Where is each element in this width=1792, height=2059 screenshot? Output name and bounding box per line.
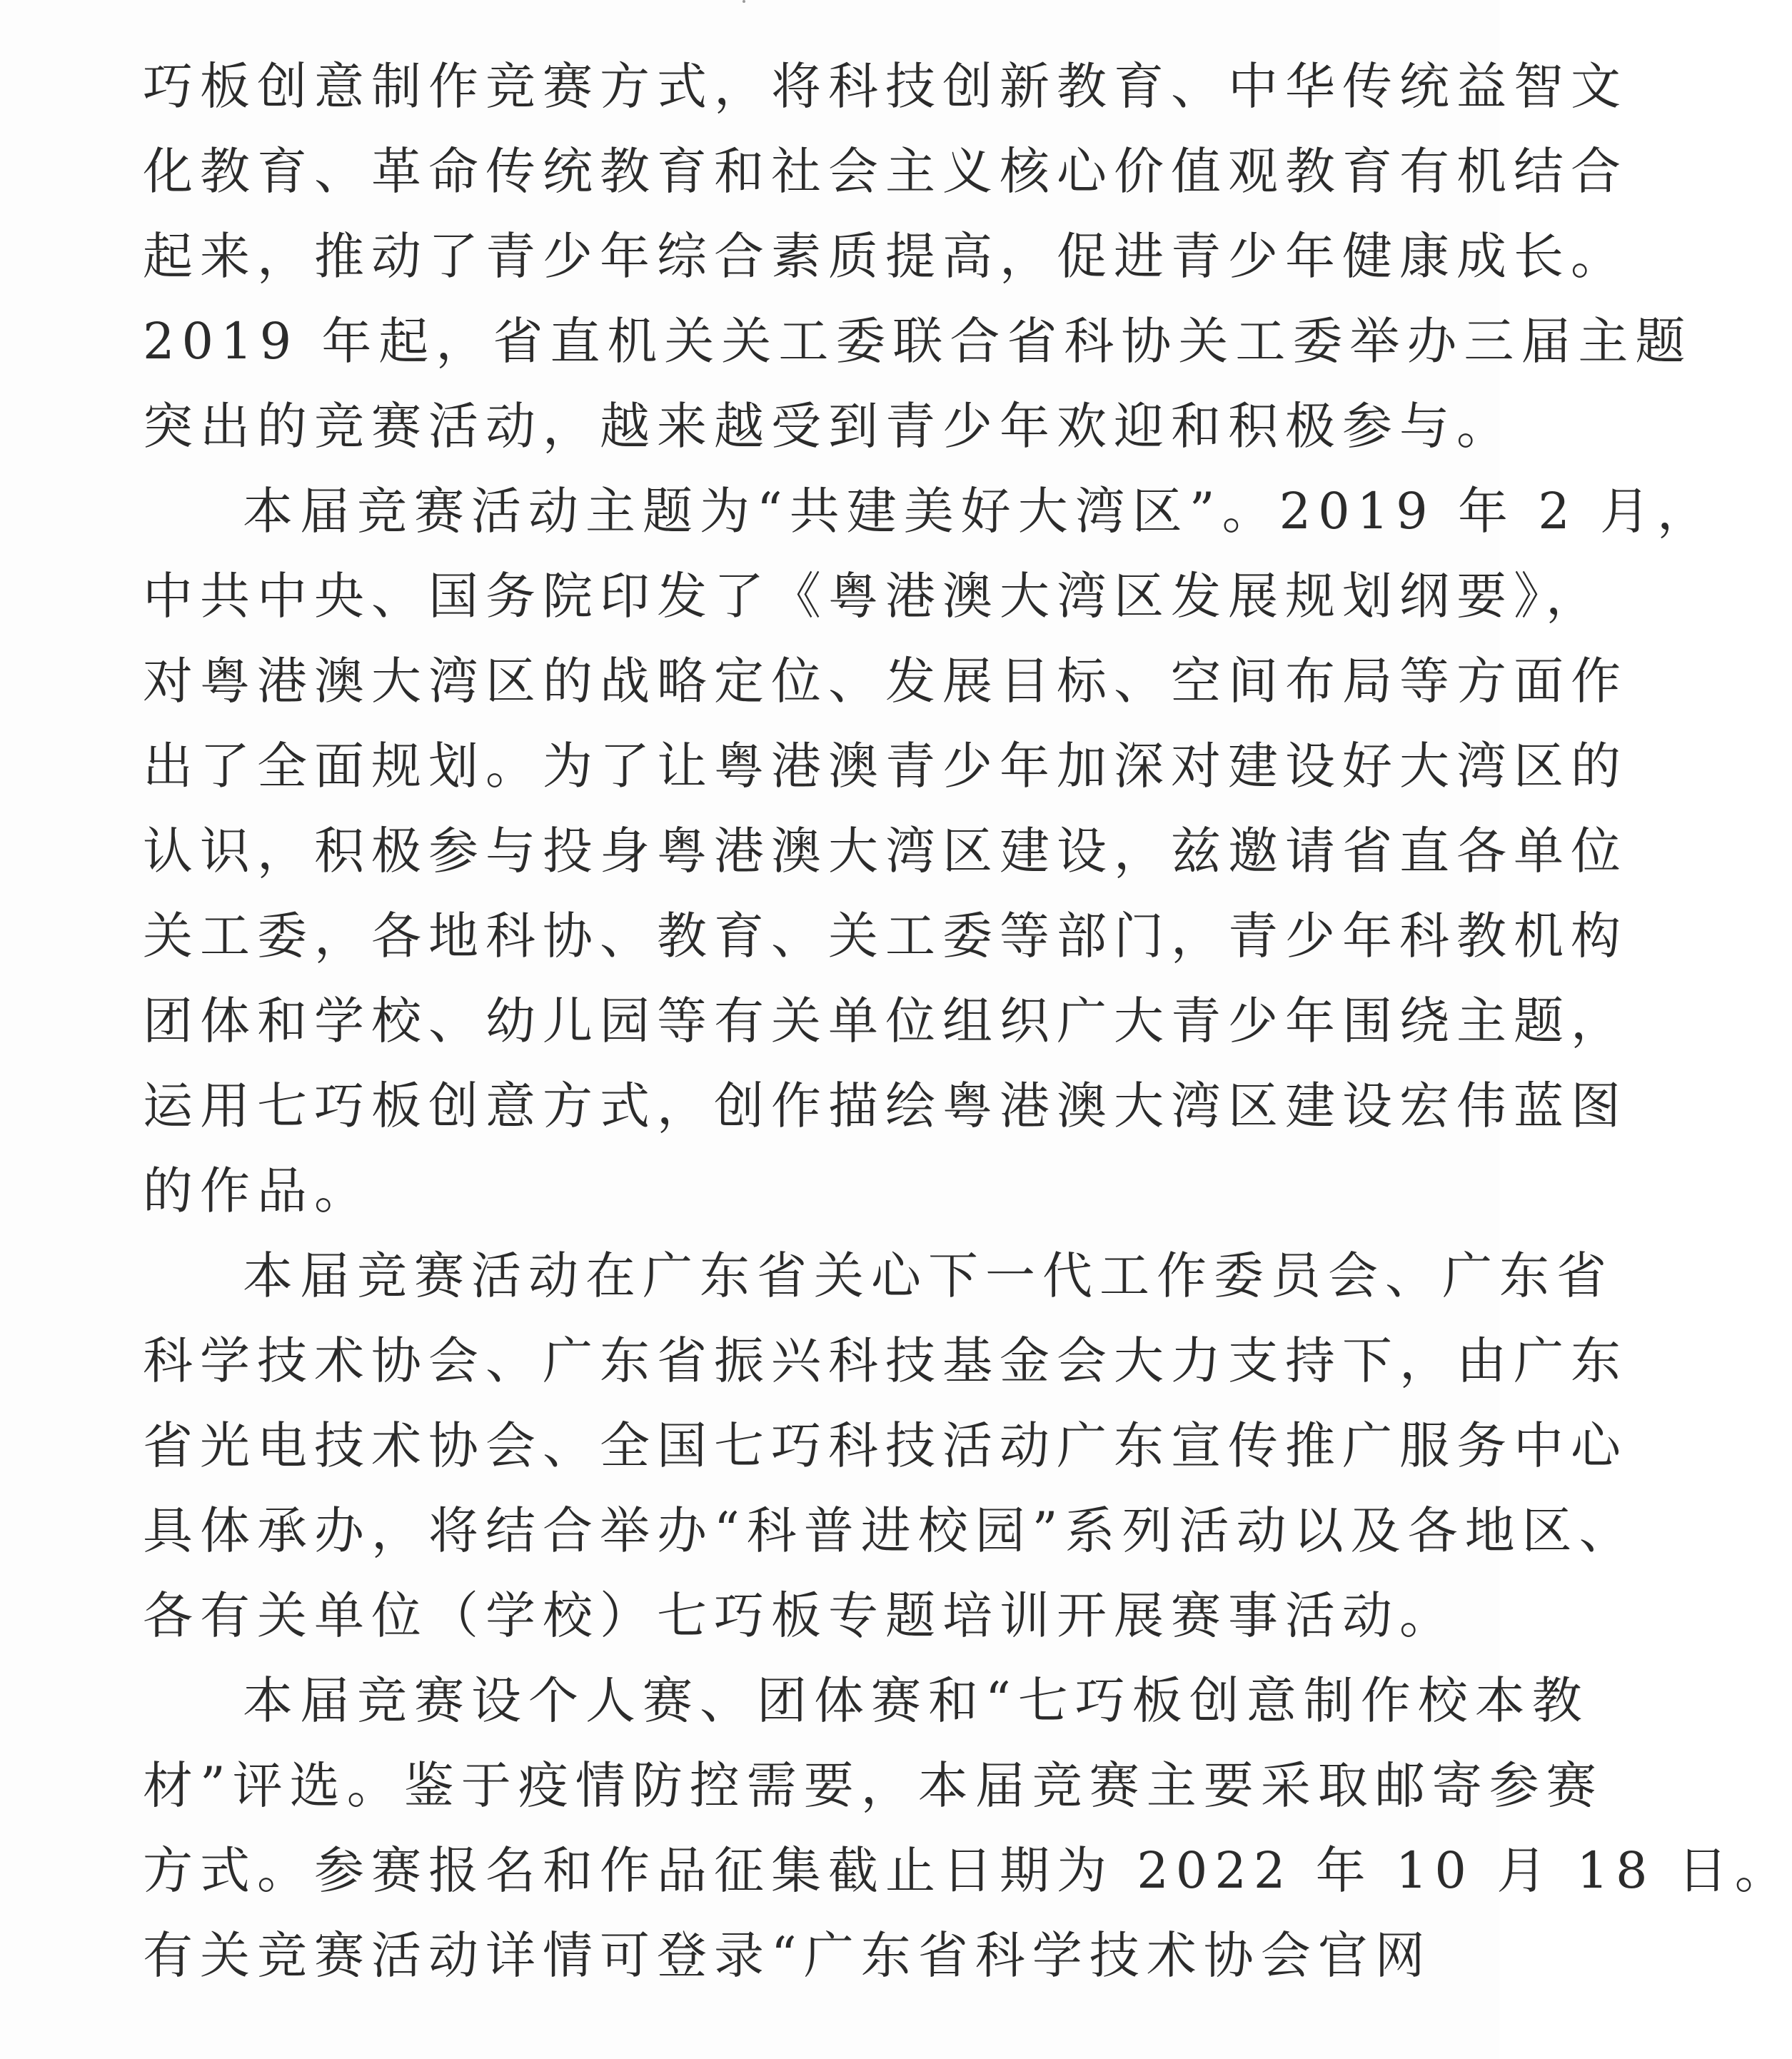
text-line: 对粤港澳大湾区的战略定位、发展目标、空间布局等方面作 [143, 652, 1628, 710]
text-line: 化教育、革命传统教育和社会主义核心价值观教育有机结合 [143, 142, 1628, 201]
text-line: 各有关单位（学校）七巧板专题培训开展赛事活动。 [143, 1586, 1456, 1645]
text-line: 起来，推动了青少年综合素质提高，促进青少年健康成长。 [143, 227, 1628, 286]
text-line: 本届竞赛活动主题为“共建美好大湾区”。2019 年 2 月， [243, 482, 1715, 540]
paragraph-3 [143, 1234, 1636, 1658]
text-line: 运用七巧板创意方式，创作描绘粤港澳大湾区建设宏伟蓝图 [143, 1077, 1628, 1135]
text-line: 方式。参赛报名和作品征集截止日期为 2022 年 10 月 18 日。 [143, 1841, 1792, 1900]
text-line: 材”评选。鉴于疫情防控需要，本届竞赛主要采取邮寄参赛 [143, 1756, 1604, 1815]
text-line: 本届竞赛设个人赛、团体赛和“七巧板创意制作校本教 [243, 1671, 1589, 1730]
paragraph-2 [143, 469, 1715, 1234]
text-line: 有关竞赛活动详情可登录“广东省科学技术协会官网 [143, 1926, 1432, 1985]
text-line: 巧板创意制作竞赛方式，将科技创新教育、中华传统益智文 [143, 57, 1628, 116]
text-line: 具体承办，将结合举办“科普进校园”系列活动以及各地区、 [143, 1501, 1636, 1560]
paragraph-4 [143, 1658, 1792, 1998]
text-line: 团体和学校、幼儿园等有关单位组织广大青少年围绕主题， [143, 992, 1628, 1050]
text-line: 出了全面规划。为了让粤港澳青少年加深对建设好大湾区的 [143, 737, 1628, 795]
text-line: 认识，积极参与投身粤港澳大湾区建设，兹邀请省直各单位 [143, 822, 1628, 880]
text-line: 关工委，各地科协、教育、关工委等部门，青少年科教机构 [143, 907, 1628, 965]
text-line: 科学技术协会、广东省振兴科技基金会大力支持下，由广东 [143, 1331, 1628, 1390]
text-line: 突出的竞赛活动，越来越受到青少年欢迎和积极参与。 [143, 397, 1514, 455]
body-text [143, 44, 1792, 1998]
text-line: 的作品。 [143, 1162, 371, 1220]
paragraph-1 [143, 44, 1693, 469]
text-line: 2019 年起，省直机关关工委联合省科协关工委举办三届主题 [143, 312, 1693, 371]
scan-speck [743, 0, 745, 3]
text-line: 中共中央、国务院印发了《粤港澳大湾区发展规划纲要》， [143, 567, 1603, 625]
text-line: 省光电技术协会、全国七巧科技活动广东宣传推广服务中心 [143, 1416, 1628, 1475]
text-line: 本届竞赛活动在广东省关心下一代工作委员会、广东省 [243, 1247, 1614, 1305]
